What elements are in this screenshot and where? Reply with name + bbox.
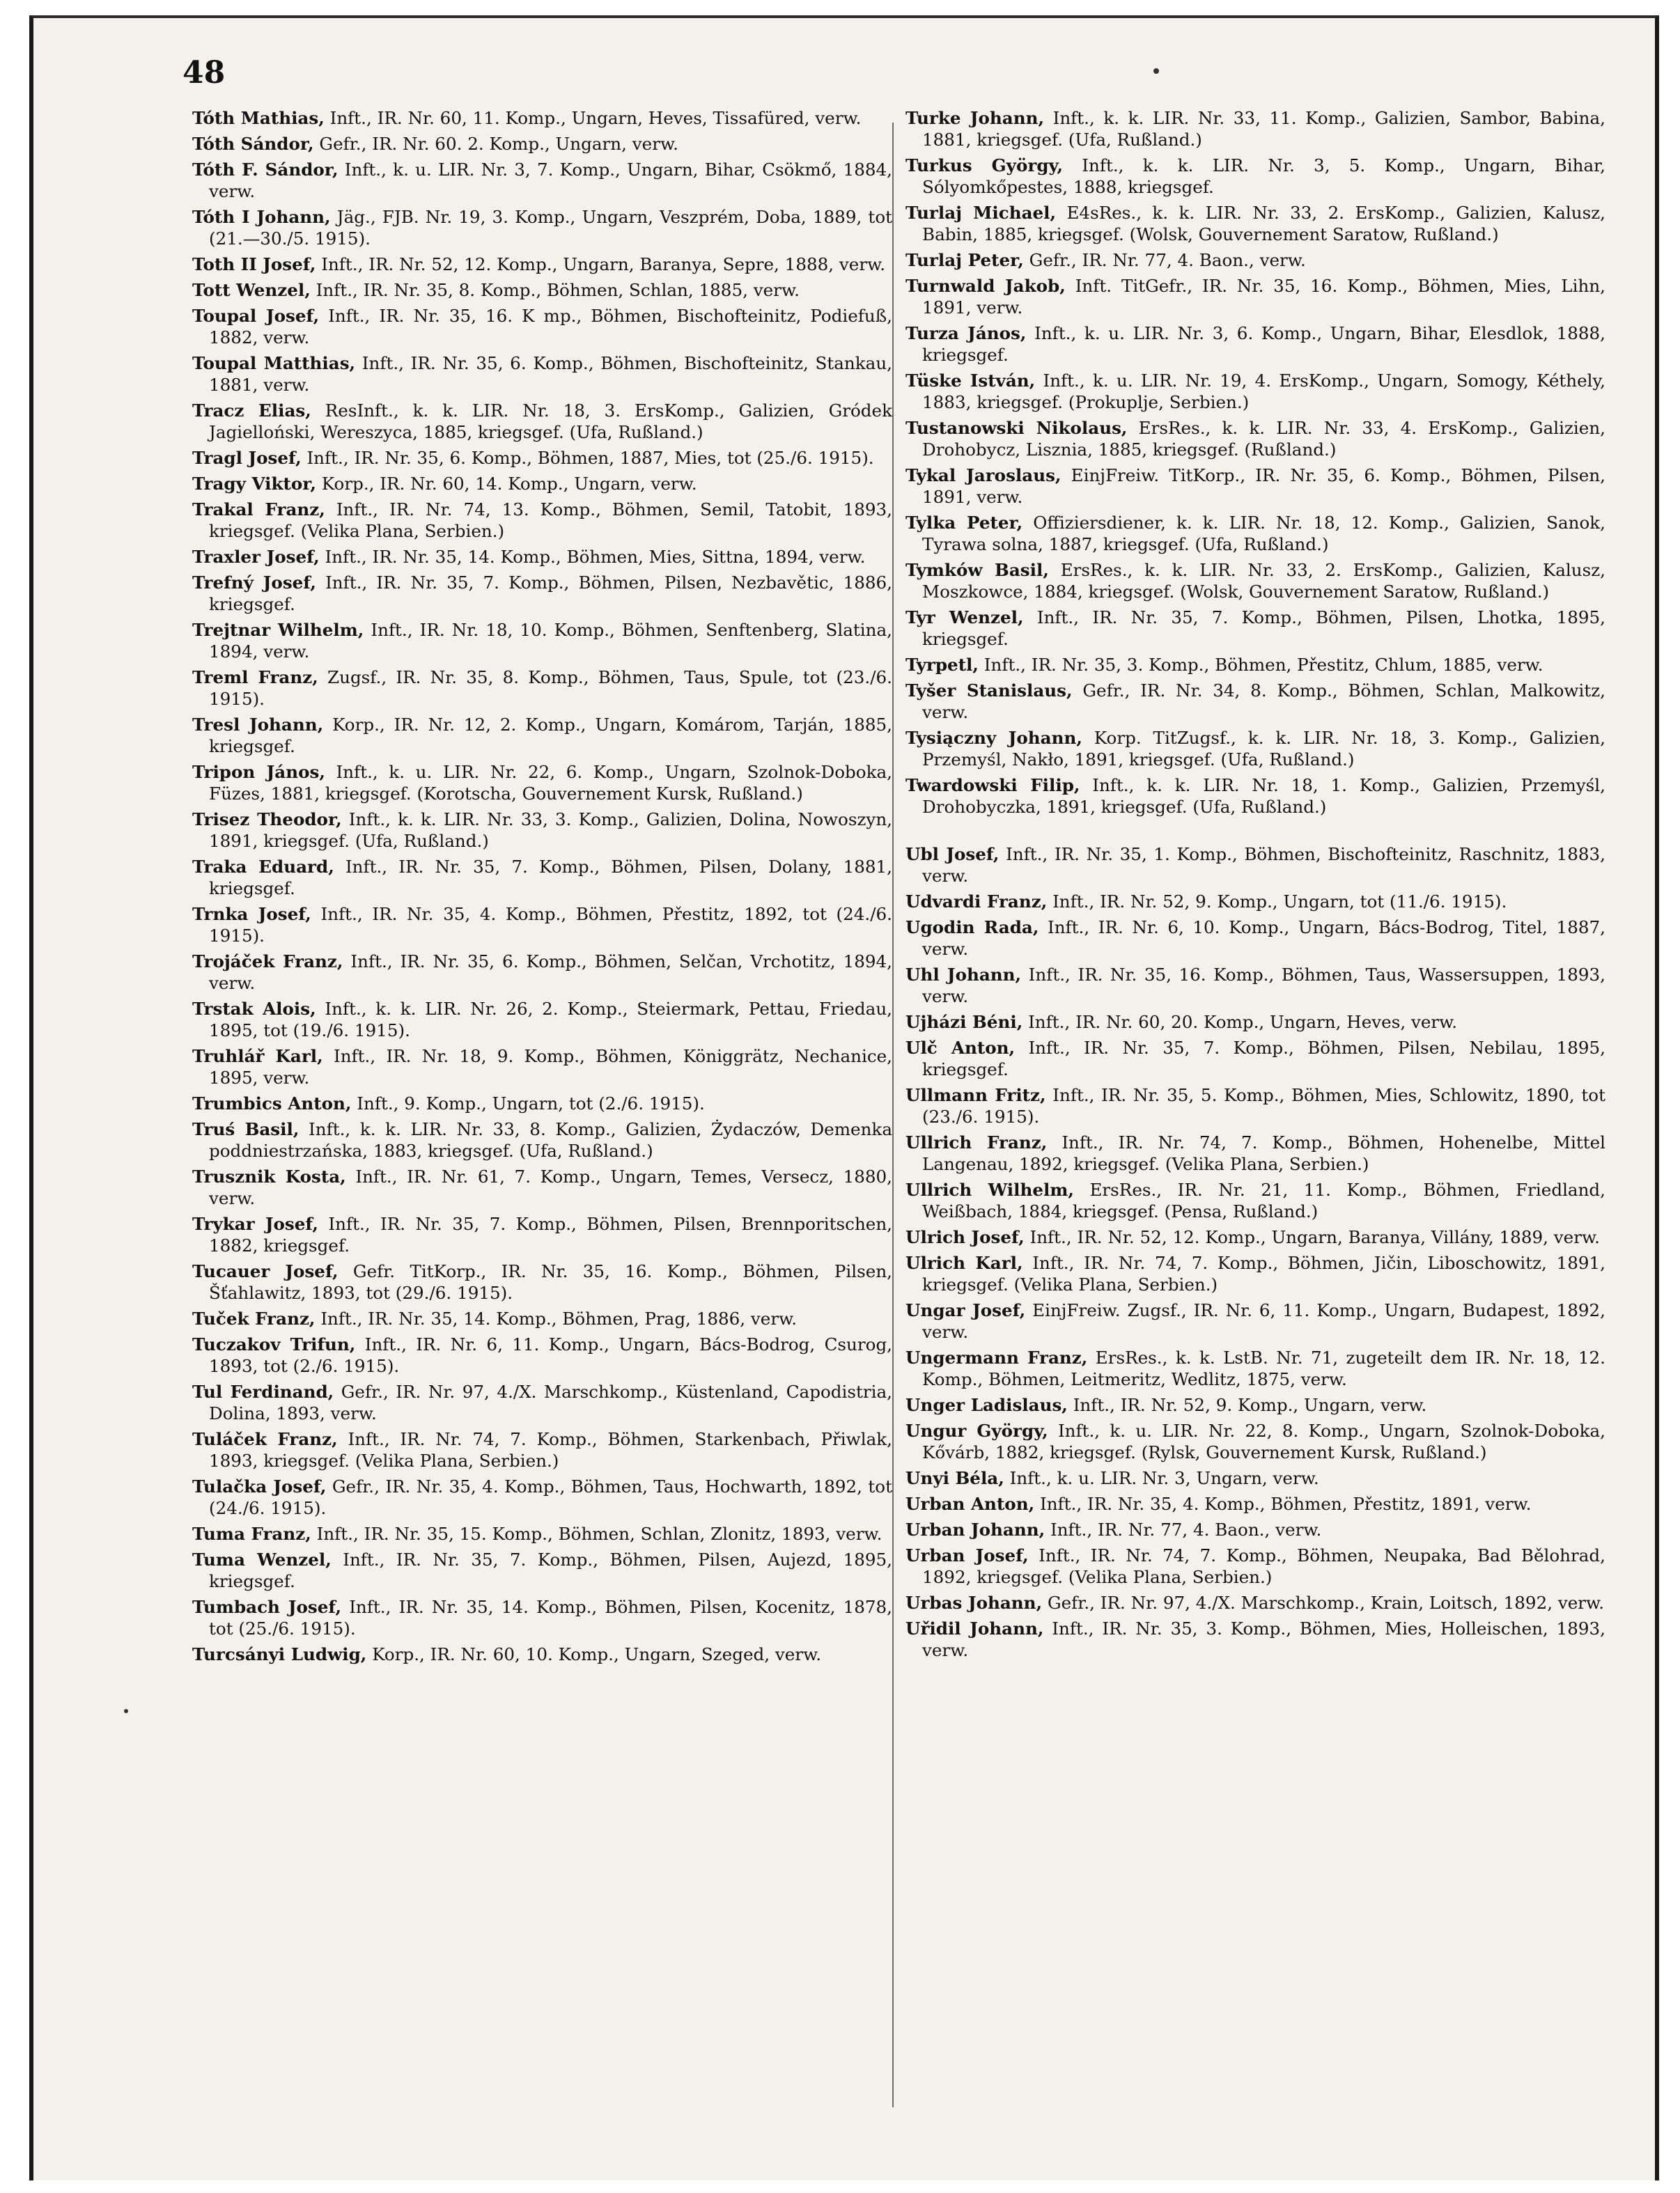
casualty-entry	[905, 680, 1605, 723]
entry-name: Tumbach Josef,	[192, 1597, 342, 1617]
casualty-entry	[192, 951, 892, 994]
entry-name: Tylka Peter,	[905, 513, 1023, 533]
casualty-entry	[192, 903, 892, 946]
entry-name: Ujházi Béni,	[905, 1012, 1023, 1032]
casualty-entry	[905, 1179, 1605, 1222]
casualty-entry	[905, 727, 1605, 770]
entry-details: Inft., IR. Nr. 74, 7. Komp., Böhmen, Starkenbach, Přiwlak, 1893, kriegsgef. (Velika Plana, Serbien.)	[209, 1429, 892, 1471]
entry-details: Inft., IR. Nr. 35, 7. Komp., Böhmen, Pilsen, Aujezd, 1895, kriegsgef.	[209, 1550, 892, 1591]
casualty-entry	[905, 1618, 1605, 1661]
entry-details: Offiziersdiener, k. k. LIR. Nr. 18, 12. Komp., Galizien, Sanok, Tyrawa solna, 1887, kriegsgef. (Ufa, Rußland.)	[922, 513, 1605, 554]
entry-name: Trnka Josef,	[192, 904, 311, 924]
entry-details: Inft., k. u. LIR. Nr. 3, Ungarn, verw.	[1009, 1468, 1319, 1488]
entry-name: Turlaj Peter,	[905, 250, 1024, 270]
entry-name: Ullrich Franz,	[905, 1132, 1048, 1153]
casualty-entry	[905, 1519, 1605, 1540]
entry-details: Inft., k. k. LIR. Nr. 18, 1. Komp., Galizien, Przemyśl, Drohobyczka, 1891, kriegsgef. (Ufa, Rußland.)	[922, 775, 1605, 817]
entry-name: Tuček Franz,	[192, 1309, 316, 1329]
entry-details: Inft., IR. Nr. 6, 11. Komp., Ungarn, Bács-Bodrog, Csurog, 1893, tot (2./6. 1915).	[209, 1334, 893, 1376]
entry-details: Inft., IR. Nr. 35, 7. Komp., Böhmen, Pilsen, Lhotka, 1895, kriegsgef.	[922, 607, 1605, 649]
casualty-entry	[905, 1037, 1605, 1080]
entry-name: Tyrpetl,	[905, 655, 979, 675]
entry-name: Toupal Josef,	[192, 306, 320, 326]
casualty-entry	[905, 1011, 1605, 1033]
entry-details: Inft., IR. Nr. 35, 4. Komp., Böhmen, Přestitz, 1891, verw.	[1039, 1494, 1532, 1514]
entry-name: Uhl Johann,	[905, 965, 1022, 985]
entry-details: Inft., IR. Nr. 35, 4. Komp., Böhmen, Přestitz, 1892, tot (24./6. 1915).	[209, 904, 892, 946]
casualty-entry	[905, 559, 1605, 602]
casualty-entry	[192, 279, 892, 301]
entry-details: Inft., IR. Nr. 35, 7. Komp., Böhmen, Pilsen, Dolany, 1881, kriegsgef.	[209, 857, 892, 898]
entry-details: Inft., IR. Nr. 35, 15. Komp., Böhmen, Schlan, Zlonitz, 1893, verw.	[316, 1524, 882, 1544]
entry-details: Gefr., IR. Nr. 97, 4./X. Marschkomp., Küstenland, Capodistria, Dolina, 1893, verw.	[209, 1382, 892, 1423]
casualty-entry	[192, 1428, 892, 1472]
entry-name: Tuma Franz,	[192, 1524, 311, 1544]
casualty-entry	[192, 714, 892, 757]
entry-details: EinjFreiw. TitKorp., IR. Nr. 35, 6. Komp., Böhmen, Pilsen, 1891, verw.	[922, 465, 1605, 507]
entry-details: Inft. TitGefr., IR. Nr. 35, 16. Komp., Böhmen, Mies, Lihn, 1891, verw.	[922, 276, 1605, 318]
casualty-entry	[192, 447, 892, 469]
entry-name: Ungur György,	[905, 1421, 1048, 1441]
casualty-entry	[905, 370, 1605, 413]
entry-name: Trojáček Franz,	[192, 951, 343, 971]
entry-name: Traka Eduard,	[192, 857, 334, 877]
entry-details: Inft., IR. Nr. 35, 7. Komp., Böhmen, Pilsen, Nezbavětic, 1886, kriegsgef.	[209, 572, 892, 614]
entry-details: Inft., IR. Nr. 35, 1. Komp., Böhmen, Bischofteinitz, Raschnitz, 1883, verw.	[922, 844, 1605, 886]
right-column	[905, 107, 1605, 1665]
entry-details: Gefr., IR. Nr. 77, 4. Baon., verw.	[1029, 250, 1306, 270]
entry-name: Twardowski Filip,	[905, 775, 1080, 795]
casualty-entry	[192, 1549, 892, 1592]
entry-details: Inft., IR. Nr. 52, 9. Komp., Ungarn, tot (11./6. 1915).	[1052, 891, 1507, 912]
casualty-entry	[192, 1644, 892, 1665]
entry-details: E4sRes., k. k. LIR. Nr. 33, 2. ErsKomp., Galizien, Kalusz, Babin, 1885, kriegsgef. (Wolsk, Gouvernement Saratow, Rußland.)	[922, 203, 1605, 244]
entry-details: Inft., IR. Nr. 35, 5. Komp., Böhmen, Mies, Schlowitz, 1890, tot (23./6. 1915).	[922, 1085, 1605, 1127]
entry-details: Inft., IR. Nr. 35, 16. K mp., Böhmen, Bischofteinitz, Podiefuß, 1882, verw.	[209, 306, 892, 348]
entry-details: Inft., k. u. LIR. Nr. 22, 8. Komp., Ungarn, Szolnok-Doboka, Kővárb, 1882, kriegsgef. (Rylsk, Gouvernement Kursk, Rußland.)	[922, 1421, 1605, 1462]
casualty-entry	[905, 249, 1605, 271]
casualty-entry	[192, 473, 892, 494]
casualty-entry	[192, 1308, 892, 1329]
entry-details: Inft., IR. Nr. 35, 3. Komp., Böhmen, Mies, Holleischen, 1893, verw.	[922, 1618, 1606, 1660]
entry-name: Tucauer Josef,	[192, 1261, 339, 1281]
casualty-entry	[192, 1476, 892, 1519]
entry-name: Tyšer Stanislaus,	[905, 680, 1073, 701]
entry-details: Korp., IR. Nr. 60, 14. Komp., Ungarn, verw.	[321, 474, 697, 494]
casualty-entry	[192, 1334, 892, 1377]
print-speck	[1153, 68, 1159, 74]
entry-details: Inft., IR. Nr. 35, 7. Komp., Böhmen, Pilsen, Brennporitschen, 1882, kriegsgef.	[209, 1214, 893, 1256]
entry-details: Inft., k. u. LIR. Nr. 22, 6. Komp., Ungarn, Szolnok-Doboka, Füzes, 1881, kriegsgef. (Korotscha, Gouvernement Kursk, Rußland.)	[209, 762, 892, 804]
entry-details: Inft., IR. Nr. 35, 6. Komp., Böhmen, Selčan, Vrchotitz, 1894, verw.	[209, 951, 892, 993]
entry-details: Inft., IR. Nr. 35, 14. Komp., Böhmen, Pilsen, Kocenitz, 1878, tot (25./6. 1915).	[209, 1597, 892, 1639]
entry-details: Inft., k. k. LIR. Nr. 33, 11. Komp., Galizien, Sambor, Babina, 1881, kriegsgef. (Ufa, Rußland.)	[922, 108, 1605, 150]
casualty-entry	[192, 666, 892, 710]
casualty-entry	[192, 546, 892, 568]
casualty-entry	[192, 761, 892, 804]
print-speck	[124, 1709, 128, 1713]
entry-name: Tóth F. Sándor,	[192, 159, 339, 180]
entry-details: Jäg., FJB. Nr. 19, 3. Komp., Ungarn, Veszprém, Doba, 1889, tot (21.—30./5. 1915).	[209, 207, 893, 249]
entry-name: Uřidil Johann,	[905, 1618, 1044, 1639]
entry-details: Inft., k. u. LIR. Nr. 3, 7. Komp., Ungarn, Bihar, Csökmő, 1884, verw.	[209, 159, 892, 201]
entry-details: Gefr., IR. Nr. 34, 8. Komp., Böhmen, Schlan, Malkowitz, verw.	[922, 680, 1605, 722]
entry-details: Inft., IR. Nr. 52, 9. Komp., Ungarn, verw.	[1073, 1395, 1427, 1415]
entry-name: Trusznik Kosta,	[192, 1166, 346, 1187]
entry-details: Inft., IR. Nr. 52, 12. Komp., Ungarn, Baranya, Villány, 1889, verw.	[1029, 1227, 1600, 1247]
entry-name: Treml Franz,	[192, 667, 318, 687]
casualty-entry	[192, 107, 892, 129]
entry-details: Inft., k. k. LIR. Nr. 33, 3. Komp., Galizien, Dolina, Nowoszyn, 1891, kriegsgef. (Ufa, Rußland.)	[209, 809, 892, 851]
entry-details: Inft., IR. Nr. 77, 4. Baon., verw.	[1050, 1520, 1322, 1540]
entry-details: Gefr. TitKorp., IR. Nr. 35, 16. Komp., Böhmen, Pilsen, Šťahlawitz, 1893, tot (29./6. 1915).	[209, 1261, 892, 1303]
entry-name: Ulrich Josef,	[905, 1227, 1025, 1247]
entry-details: Inft., IR. Nr. 35, 16. Komp., Böhmen, Taus, Wassersuppen, 1893, verw.	[922, 965, 1605, 1006]
entry-name: Udvardi Franz,	[905, 891, 1048, 912]
casualty-entry	[192, 352, 892, 396]
casualty-entry	[905, 1084, 1605, 1127]
left-column	[192, 107, 892, 1669]
casualty-entry	[192, 998, 892, 1041]
entry-details: ResInft., k. k. LIR. Nr. 18, 3. ErsKomp., Galizien, Gródek Jagielloński, Wereszyca, 1885, kriegsgef. (Ufa, Rußland.)	[209, 400, 892, 442]
entry-details: Inft., k. k. LIR. Nr. 26, 2. Komp., Steiermark, Pettau, Friedau, 1895, tot (19./6. 1915).	[209, 999, 892, 1040]
casualty-entry	[192, 1523, 892, 1545]
entry-name: Trisez Theodor,	[192, 809, 342, 829]
entry-details: Inft., IR. Nr. 74, 7. Komp., Böhmen, Hohenelbe, Mittel Langenau, 1892, kriegsgef. (Velika Plana, Serbien.)	[922, 1132, 1606, 1174]
entry-details: ErsRes., k. k. LstB. Nr. 71, zugeteilt dem IR. Nr. 18, 12. Komp., Böhmen, Leitmeritz, Wedlitz, 1875, verw.	[922, 1348, 1605, 1389]
entry-name: Unyi Béla,	[905, 1468, 1004, 1488]
casualty-entry	[192, 809, 892, 852]
column-divider	[892, 123, 894, 2107]
entry-details: Inft., k. k. LIR. Nr. 33, 8. Komp., Galizien, Żydaczów, Demenka poddniestrzańska, 1883, kriegsgef. (Ufa, Rußland.)	[209, 1119, 892, 1161]
page-number: 48	[182, 55, 226, 91]
entry-name: Tracz Elias,	[192, 400, 311, 421]
entry-details: Inft., IR. Nr. 18, 9. Komp., Böhmen, Königgrätz, Nechanice, 1895, verw.	[209, 1046, 892, 1088]
entry-details: Gefr., IR. Nr. 60. 2. Komp., Ungarn, verw.	[319, 134, 678, 154]
entry-name: Trejtnar Wilhelm,	[192, 620, 364, 640]
entry-name: Tymków Basil,	[905, 560, 1049, 580]
casualty-entry	[905, 1592, 1605, 1614]
entry-name: Turnwald Jakob,	[905, 276, 1066, 296]
entry-details: Inft., IR. Nr. 35, 7. Komp., Böhmen, Pilsen, Nebilau, 1895, kriegsgef.	[922, 1038, 1605, 1079]
entry-details: ErsRes., IR. Nr. 21, 11. Komp., Böhmen, Friedland, Weißbach, 1884, kriegsgef. (Pensa, Rußland.)	[922, 1180, 1605, 1222]
casualty-entry	[905, 774, 1605, 818]
entry-name: Ulč Anton,	[905, 1038, 1016, 1058]
entry-name: Tripon János,	[192, 762, 325, 782]
casualty-entry	[905, 916, 1605, 960]
casualty-entry	[905, 322, 1605, 366]
entry-name: Ungermann Franz,	[905, 1348, 1088, 1368]
casualty-entry	[192, 856, 892, 899]
entry-name: Tragy Viktor,	[192, 474, 316, 494]
casualty-entry	[192, 305, 892, 348]
casualty-entry	[192, 499, 892, 542]
casualty-entry	[192, 159, 892, 202]
casualty-entry	[905, 1132, 1605, 1175]
casualty-entry	[905, 1394, 1605, 1416]
entry-details: ErsRes., k. k. LIR. Nr. 33, 2. ErsKomp., Galizien, Kalusz, Moszkowce, 1884, kriegsgef. (Wolsk, Gouvernement Saratow, Rußland.)	[922, 560, 1606, 602]
entry-name: Tul Ferdinand,	[192, 1382, 334, 1402]
casualty-entry	[192, 1166, 892, 1209]
entry-name: Tóth I Johann,	[192, 207, 331, 227]
casualty-entry	[192, 572, 892, 615]
entry-details: Korp., IR. Nr. 60, 10. Komp., Ungarn, Szeged, verw.	[372, 1644, 822, 1664]
entry-details: Gefr., IR. Nr. 97, 4./X. Marschkomp., Krain, Loitsch, 1892, verw.	[1047, 1593, 1605, 1613]
entry-details: Inft., IR. Nr. 61, 7. Komp., Ungarn, Temes, Versecz, 1880, verw.	[209, 1166, 892, 1208]
entry-name: Urban Johann,	[905, 1520, 1045, 1540]
entry-name: Tuláček Franz,	[192, 1429, 338, 1449]
entry-name: Turkus György,	[905, 155, 1064, 175]
entry-details: Inft., IR. Nr. 52, 12. Komp., Ungarn, Baranya, Sepre, 1888, verw.	[321, 254, 886, 274]
casualty-entry	[905, 607, 1605, 650]
entry-details: Inft., IR. Nr. 18, 10. Komp., Böhmen, Senftenberg, Slatina, 1894, verw.	[209, 620, 892, 662]
entry-details: Inft., k. u. LIR. Nr. 19, 4. ErsKomp., Ungarn, Somogy, Kéthely, 1883, kriegsgef. (Prokuplje, Serbien.)	[922, 370, 1605, 412]
casualty-entry	[905, 1300, 1605, 1343]
entry-name: Toth II Josef,	[192, 254, 316, 274]
casualty-entry	[192, 133, 892, 155]
entry-name: Trakal Franz,	[192, 499, 325, 520]
entry-name: Tragl Josef,	[192, 448, 302, 468]
entry-name: Turke Johann,	[905, 108, 1045, 128]
casualty-entry	[905, 417, 1605, 460]
entry-name: Urban Josef,	[905, 1545, 1029, 1566]
casualty-entry	[905, 275, 1605, 318]
entry-details: Inft., IR. Nr. 35, 3. Komp., Böhmen, Přestitz, Chlum, 1885, verw.	[983, 655, 1543, 675]
casualty-entry	[192, 1381, 892, 1424]
entry-name: Toupal Matthias,	[192, 353, 356, 373]
entry-details: Inft., IR. Nr. 60, 11. Komp., Ungarn, Heves, Tissafüred, verw.	[329, 108, 862, 128]
entry-details: Inft., IR. Nr. 6, 10. Komp., Ungarn, Bács-Bodrog, Titel, 1887, verw.	[922, 917, 1605, 959]
entry-details: Inft., IR. Nr. 35, 14. Komp., Böhmen, Mies, Sittna, 1894, verw.	[325, 547, 866, 567]
casualty-entry	[905, 843, 1605, 887]
casualty-entry	[905, 964, 1605, 1007]
casualty-entry	[192, 400, 892, 443]
entry-details: Korp. TitZugsf., k. k. LIR. Nr. 18, 3. Komp., Galizien, Przemyśl, Nakło, 1891, kriegsgef. (Ufa, Rußland.)	[922, 728, 1605, 770]
entry-name: Trumbics Anton,	[192, 1093, 352, 1114]
entry-name: Ugodin Rada,	[905, 917, 1039, 937]
entry-details: Inft., IR. Nr. 74, 13. Komp., Böhmen, Semil, Tatobit, 1893, kriegsgef. (Velika Plana, Serbien.)	[209, 499, 892, 541]
entry-name: Tykal Jaroslaus,	[905, 465, 1061, 485]
entry-name: Trykar Josef,	[192, 1214, 318, 1234]
entry-name: Ulrich Karl,	[905, 1253, 1023, 1273]
entry-details: Zugsf., IR. Nr. 35, 8. Komp., Böhmen, Taus, Spule, tot (23./6. 1915).	[209, 667, 893, 709]
entry-name: Truhlář Karl,	[192, 1046, 323, 1066]
entry-name: Tyr Wenzel,	[905, 607, 1024, 627]
casualty-entry	[192, 253, 892, 275]
entry-details: ErsRes., k. k. LIR. Nr. 33, 4. ErsKomp., Galizien, Drohobycz, Lisznia, 1885, kriegsgef. (Rußland.)	[922, 418, 1605, 460]
entry-name: Turlaj Michael,	[905, 203, 1057, 223]
entry-name: Turza János,	[905, 323, 1027, 343]
entry-name: Ullmann Fritz,	[905, 1085, 1046, 1105]
casualty-entry	[905, 155, 1605, 198]
casualty-entry	[905, 1467, 1605, 1489]
entry-details: Inft., IR. Nr. 35, 6. Komp., Böhmen, Bischofteinitz, Stankau, 1881, verw.	[209, 353, 892, 395]
entry-details: Gefr., IR. Nr. 35, 4. Komp., Böhmen, Taus, Hochwarth, 1892, tot (24./6. 1915).	[209, 1476, 892, 1518]
book-page	[29, 15, 1659, 2180]
casualty-entry	[905, 1420, 1605, 1463]
entry-name: Tulačka Josef,	[192, 1476, 327, 1497]
casualty-entry	[192, 1093, 892, 1114]
entry-details: Inft., k. k. LIR. Nr. 3, 5. Komp., Ungarn, Bihar, Sólyomkőpestes, 1888, kriegsgef.	[922, 155, 1605, 197]
entry-details: Inft., k. u. LIR. Nr. 3, 6. Komp., Ungarn, Bihar, Elesdlok, 1888, kriegsgef.	[922, 323, 1605, 365]
entry-details: Inft., IR. Nr. 35, 8. Komp., Böhmen, Schlan, 1885, verw.	[316, 280, 800, 300]
casualty-entry	[905, 512, 1605, 555]
entry-details: Inft., 9. Komp., Ungarn, tot (2./6. 1915).	[357, 1093, 705, 1114]
casualty-entry	[905, 891, 1605, 912]
casualty-entry	[192, 1261, 892, 1304]
entry-name: Tuczakov Trifun,	[192, 1334, 356, 1355]
casualty-entry	[905, 1226, 1605, 1248]
casualty-entry	[192, 1596, 892, 1639]
entry-details: Inft., IR. Nr. 60, 20. Komp., Ungarn, Heves, verw.	[1028, 1012, 1458, 1032]
casualty-entry	[905, 107, 1605, 150]
entry-name: Unger Ladislaus,	[905, 1395, 1068, 1415]
entry-details: Inft., IR. Nr. 74, 7. Komp., Böhmen, Neupaka, Bad Bělohrad, 1892, kriegsgef. (Velika Plana, Serbien.)	[922, 1545, 1605, 1587]
casualty-entry	[905, 1347, 1605, 1390]
entry-details: Inft., IR. Nr. 35, 6. Komp., Böhmen, 1887, Mies, tot (25./6. 1915).	[306, 448, 874, 468]
entry-name: Tuma Wenzel,	[192, 1550, 332, 1570]
entry-name: Traxler Josef,	[192, 547, 320, 567]
casualty-entry	[905, 1493, 1605, 1515]
entry-name: Tóth Mathias,	[192, 108, 325, 128]
entry-name: Tustanowski Nikolaus,	[905, 418, 1128, 438]
entry-details: Inft., IR. Nr. 35, 14. Komp., Böhmen, Prag, 1886, verw.	[320, 1309, 798, 1329]
entry-name: Urbas Johann,	[905, 1593, 1043, 1613]
entry-name: Ullrich Wilhelm,	[905, 1180, 1074, 1200]
entry-details: EinjFreiw. Zugsf., IR. Nr. 6, 11. Komp., Ungarn, Budapest, 1892, verw.	[922, 1300, 1605, 1342]
casualty-entry	[192, 1213, 892, 1256]
casualty-entry	[192, 206, 892, 249]
casualty-entry	[192, 619, 892, 662]
entry-name: Tott Wenzel,	[192, 280, 311, 300]
entry-name: Trefný Josef,	[192, 572, 316, 593]
casualty-entry	[192, 1045, 892, 1088]
entry-name: Urban Anton,	[905, 1494, 1035, 1514]
entry-name: Trstak Alois,	[192, 999, 316, 1019]
casualty-entry	[905, 1252, 1605, 1295]
entry-name: Ubl Josef,	[905, 844, 1000, 864]
entry-name: Tysiączny Johann,	[905, 728, 1082, 748]
entry-name: Tóth Sándor,	[192, 134, 314, 154]
entry-details: Inft., IR. Nr. 74, 7. Komp., Böhmen, Jičin, Liboschowitz, 1891, kriegsgef. (Velika Plana, Serbien.)	[922, 1253, 1605, 1295]
casualty-entry	[192, 1118, 892, 1162]
entry-name: Tüske István,	[905, 370, 1036, 391]
entry-name: Turcsányi Ludwig,	[192, 1644, 367, 1664]
casualty-entry	[905, 465, 1605, 508]
casualty-entry	[905, 202, 1605, 245]
section-gap	[905, 822, 1605, 843]
entry-name: Ungar Josef,	[905, 1300, 1026, 1320]
entry-name: Truś Basil,	[192, 1119, 300, 1139]
entry-details: Korp., IR. Nr. 12, 2. Komp., Ungarn, Komárom, Tarján, 1885, kriegsgef.	[209, 715, 892, 756]
casualty-entry	[905, 654, 1605, 676]
entry-name: Tresl Johann,	[192, 715, 324, 735]
casualty-entry	[905, 1545, 1605, 1588]
